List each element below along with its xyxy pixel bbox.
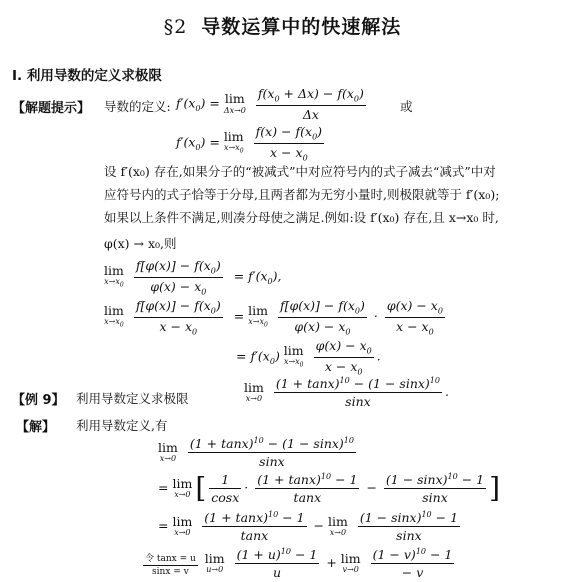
solution-text: 利用导数定义,有 [76,418,168,433]
example-text: 利用导数定义求极限 [76,391,189,406]
hint-paragraph-4: φ(x) → x₀,则 [104,236,177,251]
hint-paragraph-1: 设 f′(x₀) 存在,如果分子的“被减式”中对应符号内的式子减去“减式”中对 [104,164,496,179]
example-limit: lim x→0 $\frac{(1 + \tan x)^{10} - (1 - \sin x)^{10}}{\sin x}$ . [244,376,449,410]
substitution-top: 令 tanx = u [143,551,198,566]
example-formula-2: lim $x\to x_0$ $\frac{f[\varphi(x)] - f(x_0)}{x - x_0}$ = lim $x\to x_0$ $\frac{f[\varphi(x)] - f(x_0)}{\varphi(x) - x_0}$ · $\frac{\varphi(x) - x_0}{x - x_0}$ [104,298,443,336]
definition-lead: 导数的定义: [104,99,171,114]
title-text: 导数运算中的快速解法 [201,16,402,38]
solution-step-4: $\frac{\text{令 tanx = u}}{\sin x = v}$ lim u→0 $\frac{(1 + u)^{10} - 1}{u}$ + lim v→0 $\frac{(1 - v)^{10} - 1}{- v}$ [145,547,453,581]
solution-step-1: lim x→0 $\frac{(1 + \tan x)^{10} - (1 - \sin x)^{10}}{\sin x}$ [158,436,354,470]
section-heading: Ⅰ. 利用导数的定义求极限 [12,68,162,84]
page-title [0,12,565,39]
example-formula-3: = $f'(x_0)$ lim $x\to x_0$ $\frac{\varphi(x) - x_0}{x - x_0}$ . [236,338,381,376]
solution-step-3: = lim x→0 $\frac{(1 + \tan x)^{10} - 1}{\tan x}$ − lim x→0 $\frac{(1 - \sin x)^{10} - 1}{\sin x}$ [158,510,459,544]
example-formula-1: lim $x\to x_0$ $\frac{f[\varphi(x)] - f(x_0)}{\varphi(x) - x_0}$ = $f'(x_0)$, [104,258,282,296]
solution-label: 【解】 [16,420,56,435]
solution-step-2: = lim x→0 [ $\frac{1}{\cos x}$ · $\frac{(1 + \tan x)^{10} - 1}{\tan x}$ − $\frac{(1 - \sin x)^{10} - 1}{\sin x}$ ] [158,471,501,506]
section-number: §2 [163,16,188,38]
definition-formula-1: $f'(x_0)$ = lim Δx→0 $\frac{f(x_0 + \Delta x) - f(x_0)}{\Delta x}$ [176,86,364,122]
hint-paragraph-2: 应符号内的式子恰等于分母,且两者都为无穷小量时,则极限就等于 f′(x₀); [104,187,500,202]
definition-formula-2: $f'(x_0)$ = lim $x\to x_0$ $\frac{f(x) - f(x_0)}{x - x_0}$ [176,124,323,162]
example-label: 【例 9】 [12,393,65,408]
hint-label: 【解题提示】 [12,101,91,116]
or-word: 或 [400,99,413,114]
substitution-bottom: sinx = v [152,566,189,577]
hint-paragraph-3: 如果以上条件不满足,则凑分母使之满足.例如:设 f′(x₀) 存在,且 x→x₀ 时, [104,210,499,225]
